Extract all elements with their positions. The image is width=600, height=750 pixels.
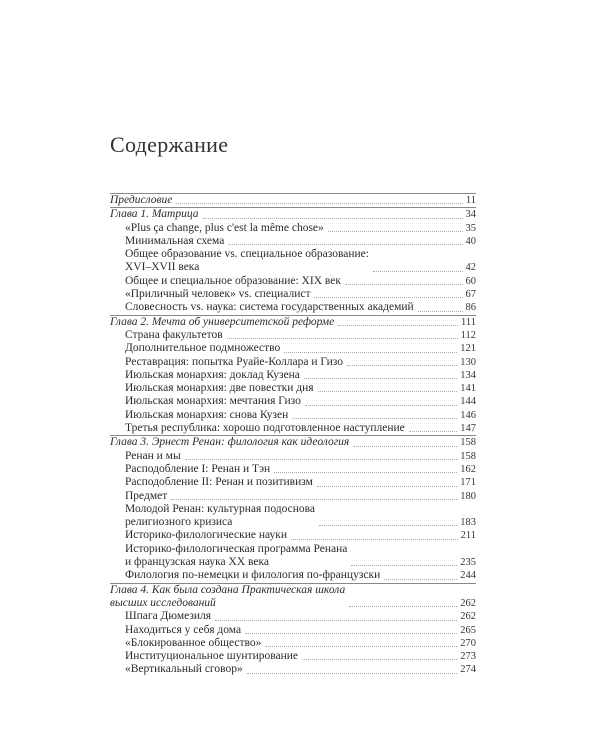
toc-page-number: 146 xyxy=(460,409,476,421)
toc-page-number: 35 xyxy=(465,222,476,234)
toc-title-line: Молодой Ренан: культурная подоснова xyxy=(125,502,316,515)
dot-leader xyxy=(317,486,457,487)
toc-section[interactable] xyxy=(110,637,476,650)
toc-title-line: Расподобление I: Ренан и Тэн xyxy=(125,462,271,475)
dot-leader xyxy=(302,659,457,660)
dot-leader xyxy=(305,405,457,406)
dot-leader xyxy=(373,271,463,272)
toc-section-title xyxy=(125,422,405,435)
toc-title-line: Июльская монархия: две повестки дня xyxy=(125,382,314,395)
toc-page-number: 60 xyxy=(465,275,476,287)
toc-page-number: 34 xyxy=(465,209,476,221)
toc-page-number: 111 xyxy=(461,316,476,328)
toc-section-title xyxy=(125,342,280,355)
toc-title-line: Страна факультетов xyxy=(125,328,223,341)
toc-page-number: 144 xyxy=(460,396,476,408)
toc-page-number: 86 xyxy=(465,302,476,314)
toc-section-title xyxy=(125,529,287,542)
toc-section-title xyxy=(125,569,380,582)
toc-page-number: 11 xyxy=(465,195,476,206)
toc-section[interactable] xyxy=(110,409,476,422)
dot-leader xyxy=(265,646,457,647)
page-title: Содержание xyxy=(110,132,229,157)
dot-leader xyxy=(171,499,457,500)
toc-section-title xyxy=(125,650,298,663)
toc-title-line: Июльская монархия: доклад Кузена xyxy=(125,368,300,381)
dot-leader xyxy=(418,311,463,312)
toc-title-line: и французская наука XX века xyxy=(125,556,270,569)
toc-section-title xyxy=(125,503,315,530)
toc-page-number: 183 xyxy=(460,517,476,529)
toc-title-line: «Вертикальный сговор» xyxy=(125,663,243,676)
toc-section-title xyxy=(125,463,270,476)
toc-section-title xyxy=(125,275,341,288)
toc-page-number: 270 xyxy=(460,637,476,649)
toc-section-title xyxy=(125,490,167,503)
dot-leader xyxy=(292,418,457,419)
toc-section[interactable] xyxy=(110,422,476,435)
toc-section[interactable] xyxy=(110,610,476,623)
toc-section[interactable] xyxy=(110,463,476,476)
toc-section[interactable] xyxy=(110,248,476,275)
toc-section[interactable] xyxy=(110,476,476,489)
toc-section-title xyxy=(125,543,347,570)
toc-section-title xyxy=(125,610,211,623)
toc-page-number: 112 xyxy=(460,329,476,341)
toc-section[interactable] xyxy=(110,382,476,395)
toc-chapter-title xyxy=(110,584,345,611)
toc-preface[interactable] xyxy=(110,194,476,207)
toc-page-number: 158 xyxy=(460,450,476,462)
toc-page-number: 211 xyxy=(460,530,476,542)
toc-page-number: 235 xyxy=(460,557,476,569)
toc-section[interactable] xyxy=(110,450,476,463)
toc-page-number: 141 xyxy=(460,383,476,395)
toc-section[interactable] xyxy=(110,301,476,314)
toc-page-number: 130 xyxy=(460,356,476,368)
toc-title-line: «Plus ça change, plus c'est la même chose» xyxy=(125,221,324,234)
toc-section-title xyxy=(125,476,313,489)
toc-title-line: Глава 4. Как была создана Практическая школа xyxy=(110,583,346,596)
toc-page-number: 265 xyxy=(460,624,476,636)
chapter-list xyxy=(110,207,476,676)
dot-leader xyxy=(215,620,457,621)
table-of-contents xyxy=(110,193,476,677)
toc-section-title xyxy=(125,369,300,382)
toc-section[interactable] xyxy=(110,529,476,542)
toc-page-number: 121 xyxy=(460,343,476,355)
dot-leader xyxy=(291,539,458,540)
toc-chapter-title: Глава 2. Мечта об университетской реформе xyxy=(110,315,335,328)
toc-title-line: высших исследований xyxy=(110,596,216,609)
toc-section[interactable] xyxy=(110,356,476,369)
toc-title-line: Июльская монархия: снова Кузен xyxy=(125,408,289,421)
toc-title-line: Институциональное шунтирование xyxy=(125,650,299,663)
toc-page-number: 134 xyxy=(460,369,476,381)
toc-title-line: Общее образование vs. специальное образование: xyxy=(125,248,369,261)
toc-title-line: религиозного кризиса xyxy=(125,516,233,529)
toc-title-line: Филология по-немецки и филология по-французски xyxy=(125,569,381,582)
toc-page-number: 162 xyxy=(460,463,476,475)
toc-title-line: Расподобление II: Ренан и позитивизм xyxy=(125,476,313,489)
toc-page-number: 262 xyxy=(460,597,476,609)
toc-section[interactable] xyxy=(110,624,476,637)
dot-leader xyxy=(227,338,458,339)
toc-page-number: 171 xyxy=(460,477,476,489)
toc-title-line: «Приличный человек» vs. специалист xyxy=(125,288,311,301)
toc-section-title xyxy=(125,624,241,637)
toc-section[interactable] xyxy=(110,569,476,582)
toc-chapter-2[interactable] xyxy=(110,316,476,329)
toc-title-line: «Блокированное общество» xyxy=(125,636,262,649)
toc-title-line: Реставрация: попытка Руайе-Коллара и Гизо xyxy=(125,355,343,368)
toc-page-number: 274 xyxy=(460,664,476,676)
toc-section[interactable] xyxy=(110,503,476,530)
toc-section-title xyxy=(125,235,224,248)
toc-title-line: Ренан и мы xyxy=(125,449,181,462)
toc-section[interactable] xyxy=(110,543,476,570)
dot-leader xyxy=(176,203,463,204)
toc-section[interactable] xyxy=(110,288,476,301)
toc-chapter-1[interactable] xyxy=(110,208,476,221)
toc-section[interactable] xyxy=(110,490,476,503)
dot-leader xyxy=(338,325,458,326)
toc-title-line: Историко-филологическая программа Ренана xyxy=(125,542,348,555)
toc-title-line: Минимальная схема xyxy=(125,234,225,247)
toc-title-line: Словесность vs. наука: система государственных академий xyxy=(125,301,414,314)
toc-title-line: Июльская монархия: мечтания Гизо xyxy=(125,395,301,408)
toc-chapter-title: Глава 1. Матрица xyxy=(110,208,199,221)
dot-leader xyxy=(247,673,458,674)
dot-leader xyxy=(284,352,457,353)
dot-leader xyxy=(274,472,457,473)
toc-page-number: 67 xyxy=(465,289,476,301)
dot-leader xyxy=(318,391,458,392)
toc-section[interactable] xyxy=(110,342,476,355)
toc-chapter-4[interactable] xyxy=(110,584,476,611)
toc-section-title xyxy=(125,409,288,422)
toc-section-title xyxy=(125,329,223,342)
toc-title-line: Третья республика: хорошо подготовленное наступление xyxy=(125,422,405,435)
toc-section-title xyxy=(125,637,261,650)
toc-title-line: Предмет xyxy=(125,489,168,502)
toc-title-line: Историко-филологические науки xyxy=(125,529,287,542)
toc-entry-title: Предисловие xyxy=(110,194,173,206)
toc-title-line: Находиться у себя дома xyxy=(125,623,242,636)
toc-page-number: 40 xyxy=(465,235,476,247)
toc-page-number: 147 xyxy=(460,423,476,435)
toc-section[interactable] xyxy=(110,275,476,288)
toc-title-line: Дополнительное подмножество xyxy=(125,342,281,355)
toc-section[interactable] xyxy=(110,222,476,235)
toc-page-number: 42 xyxy=(465,262,476,274)
toc-section[interactable] xyxy=(110,650,476,663)
toc-title-line: Шпага Дюмезиля xyxy=(125,610,212,623)
dot-leader xyxy=(228,244,462,245)
dot-leader xyxy=(245,633,457,634)
dot-leader xyxy=(185,459,458,460)
toc-chapter-3[interactable] xyxy=(110,436,476,449)
toc-section-title xyxy=(125,382,314,395)
toc-section-title xyxy=(125,450,181,463)
dot-leader xyxy=(203,218,463,219)
toc-page-number: 244 xyxy=(460,570,476,582)
dot-leader xyxy=(328,231,463,232)
dot-leader xyxy=(319,525,457,526)
toc-page-number: 273 xyxy=(460,651,476,663)
toc-chapter-title: Глава 3. Эрнест Ренан: филология как идеология xyxy=(110,436,350,449)
dot-leader xyxy=(304,378,457,379)
toc-section[interactable] xyxy=(110,395,476,408)
toc-section[interactable] xyxy=(110,663,476,676)
dot-leader xyxy=(314,297,462,298)
dot-leader xyxy=(345,284,463,285)
toc-page-number: 262 xyxy=(460,611,476,623)
toc-page-number: 180 xyxy=(460,490,476,502)
toc-page-number: 158 xyxy=(460,437,476,449)
dot-leader xyxy=(351,565,457,566)
toc-section[interactable] xyxy=(110,329,476,342)
toc-section-title xyxy=(125,395,301,408)
toc-section-title xyxy=(125,248,369,275)
toc-section-title xyxy=(125,356,343,369)
toc-section-title xyxy=(125,301,414,314)
dot-leader xyxy=(353,446,457,447)
toc-section-title xyxy=(125,222,324,235)
dot-leader xyxy=(347,365,457,366)
toc-title-line: XVI–XVII века xyxy=(125,261,200,274)
toc-section[interactable] xyxy=(110,235,476,248)
toc-section-title xyxy=(125,663,243,676)
dot-leader xyxy=(384,579,457,580)
dot-leader xyxy=(409,431,458,432)
toc-section[interactable] xyxy=(110,369,476,382)
toc-title-line: Общее и специальное образование: XIX век xyxy=(125,274,341,287)
toc-section-title xyxy=(125,288,310,301)
dot-leader xyxy=(349,606,457,607)
